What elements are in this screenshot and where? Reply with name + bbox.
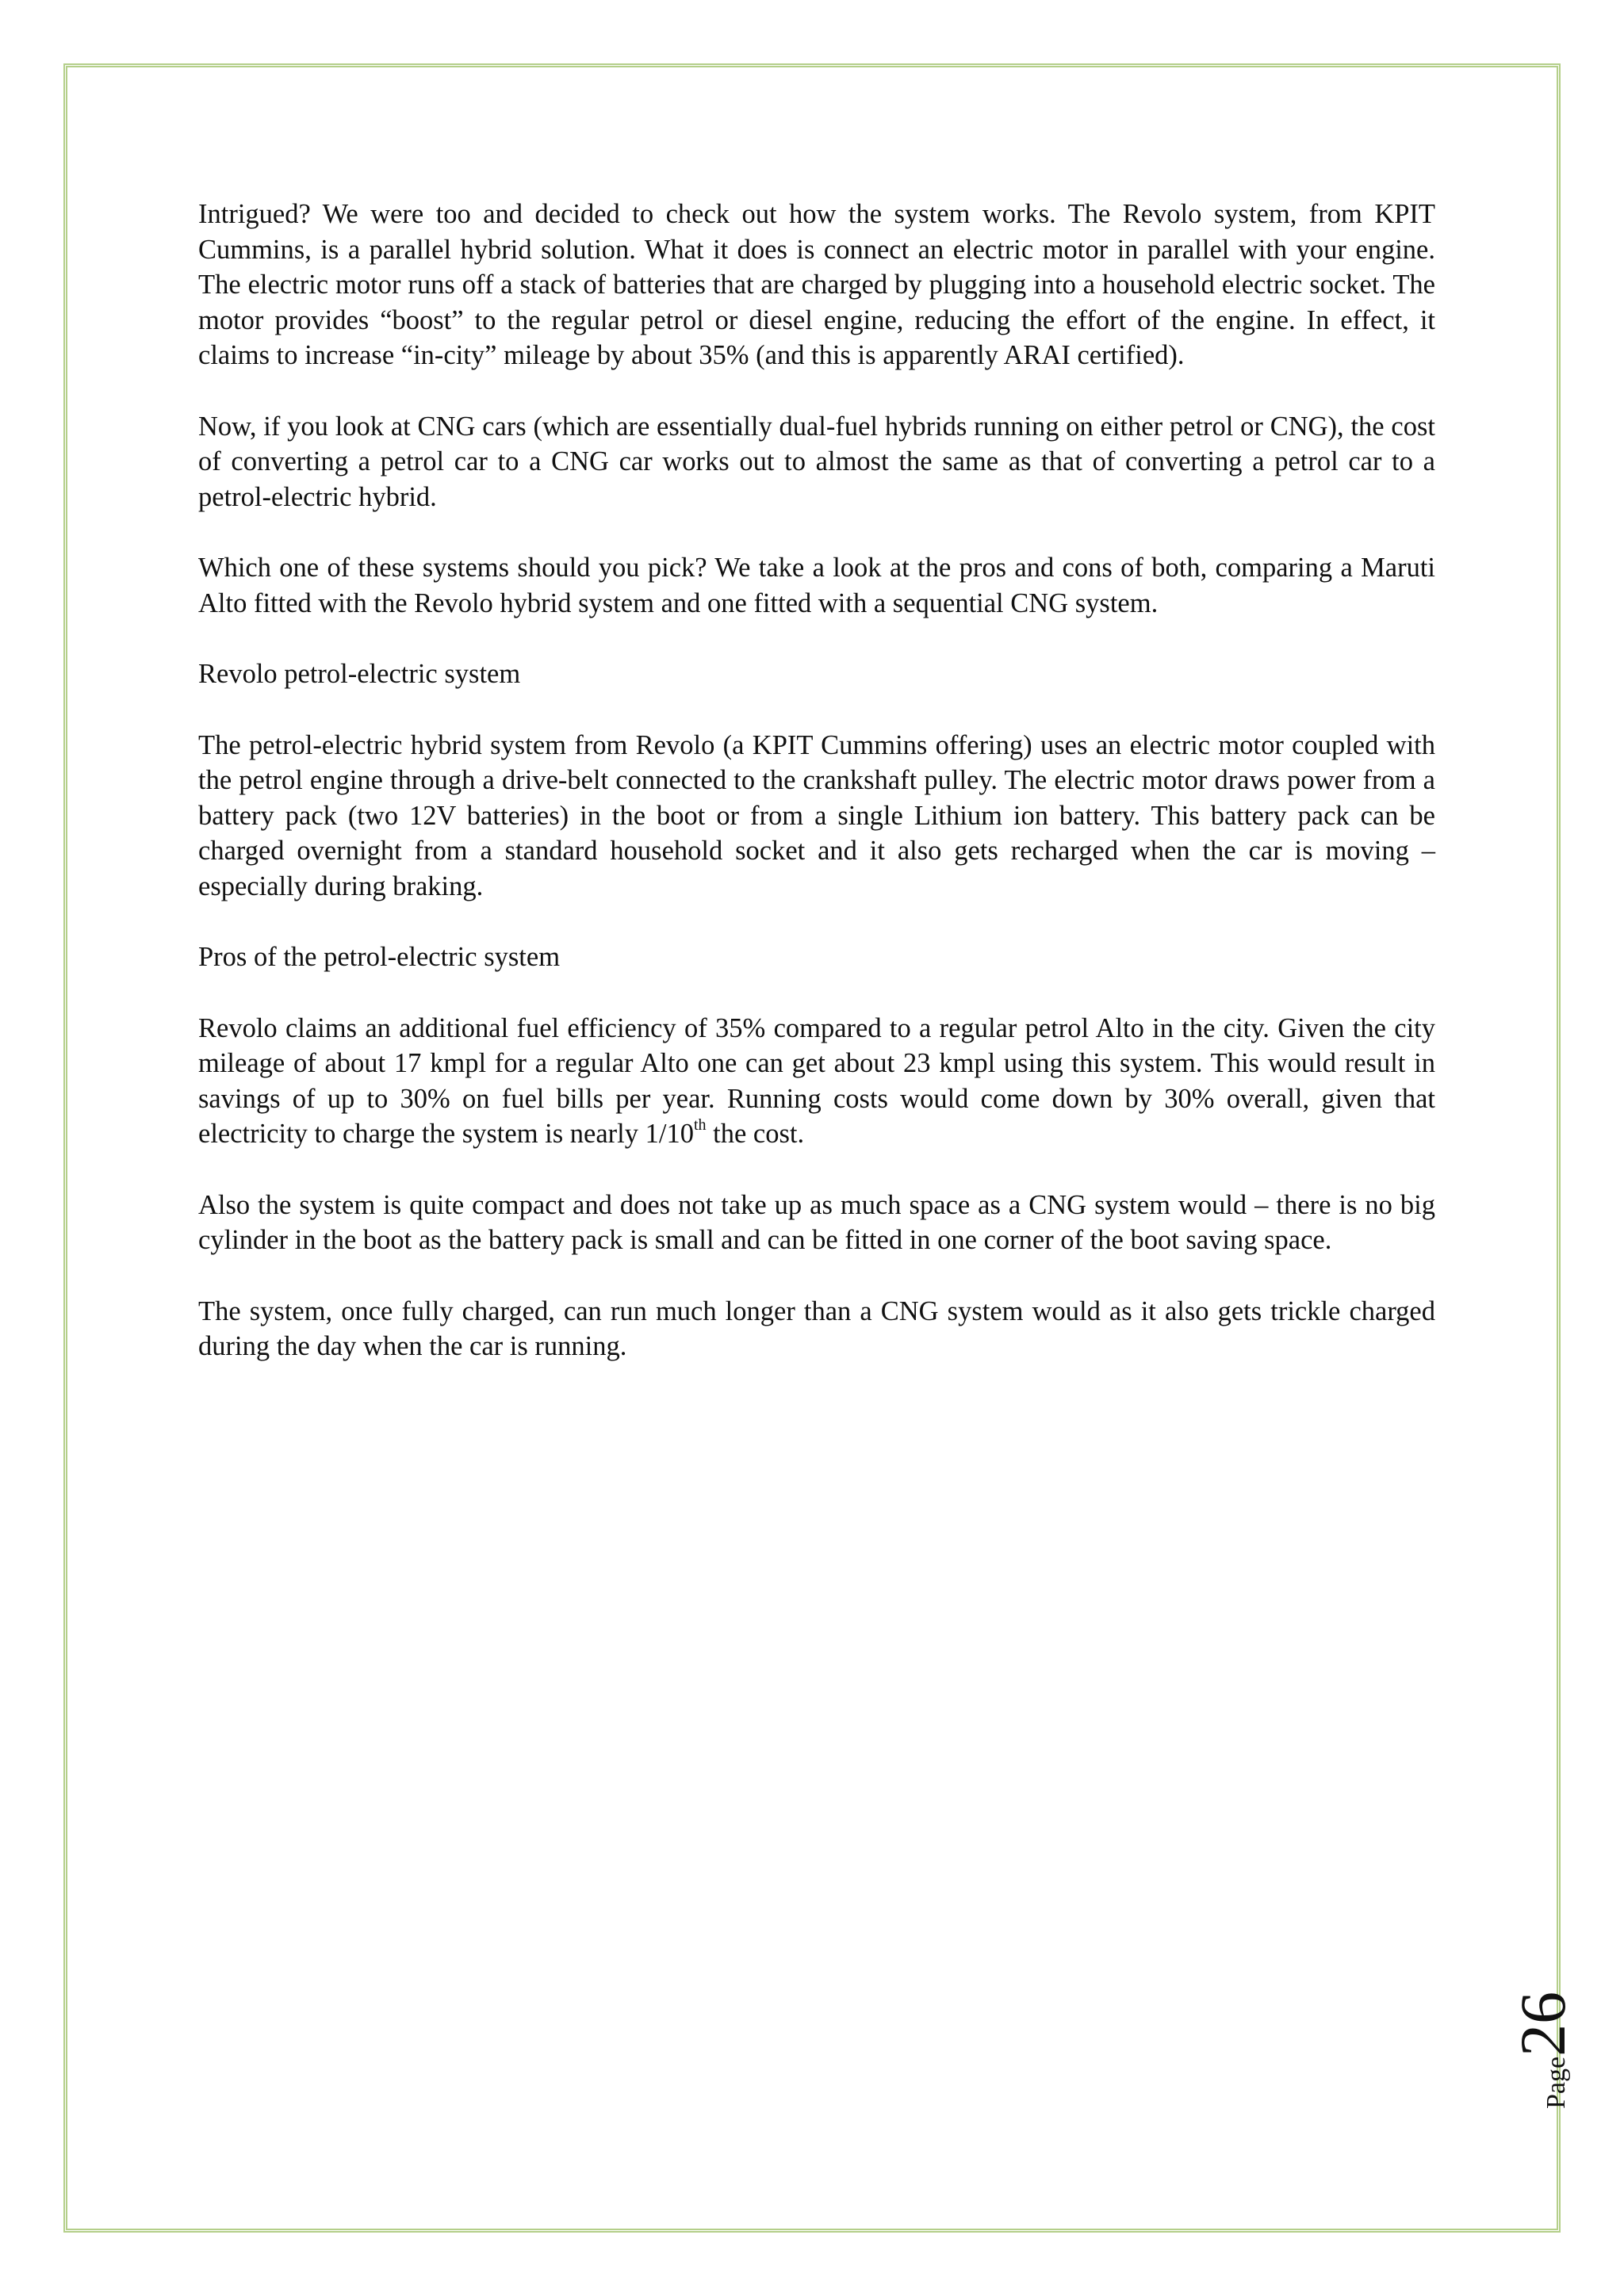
paragraph-fuel-efficiency	[198, 1011, 1435, 1152]
document-body	[198, 197, 1435, 1400]
paragraph-which-system: Which one of these systems should you pick? We take a look at the pros and cons of both, comparing a Maruti Alto fitted with the Revolo hybrid system and one fitted with a sequential CNG system.	[198, 553, 1435, 618]
page-number-footer	[1507, 1991, 1579, 2109]
paragraph-revolo-intro: Intrigued? We were too and decided to check out how the system works. The Revolo system, from KPIT Cummins, is a parallel hybrid solution. What it does is connect an electric motor in parallel with your engine. The electric motor runs off a stack of batteries that are charged by plugging into a household electric socket. The motor provides “boost” to the regular petrol or diesel engine, reducing the effort of the engine. In effect, it claims to increase “in-city” mileage by about 35% (and this is apparently ARAI certified).	[198, 199, 1435, 370]
section-heading-revolo-system: Revolo petrol-electric system	[198, 659, 521, 689]
section-heading-pros: Pros of the petrol-electric system	[198, 942, 561, 972]
ordinal-superscript: th	[693, 1115, 707, 1134]
fuel-efficiency-text: Revolo claims an additional fuel efficiency of 35% compared to a regular petrol Alto in the city. Given the city mileage of about 17 kmpl for a regular Alto one can get about 23 kmpl using this system. This would result in savings of up to 30% on fuel bills per year. Running costs would come down by 30% overall, given that electricity to charge the system is nearly 1/10	[198, 1012, 1435, 1149]
page-label: Page	[1542, 2056, 1571, 2109]
paragraph-compact-system: Also the system is quite compact and does not take up as much space as a CNG system would – there is no big cylinder in the boot as the battery pack is small and can be fitted in one corner of the boot saving space.	[198, 1189, 1435, 1255]
paragraph-cng-comparison: Now, if you look at CNG cars (which are essentially dual-fuel hybrids running on either petrol or CNG), the cost of converting a petrol car to a CNG car works out to almost the same as that of converting a petrol car to a petrol-electric hybrid.	[198, 411, 1435, 512]
fuel-efficiency-text-end: the cost.	[706, 1119, 805, 1149]
paragraph-running-time: The system, once fully charged, can run much longer than a CNG system would as it also gets trickle charged during the day when the car is running.	[198, 1295, 1435, 1361]
paragraph-revolo-description: The petrol-electric hybrid system from Revolo (a KPIT Cummins offering) uses an electric motor coupled with the petrol engine through a drive-belt connected to the crankshaft pulley. The electric motor draws power from a battery pack (two 12V batteries) in the boot or from a single Lithium ion battery. This battery pack can be charged overnight from a standard household socket and it also gets recharged when the car is moving – especially during braking.	[198, 729, 1435, 901]
page-number: 26	[1507, 1991, 1579, 2057]
